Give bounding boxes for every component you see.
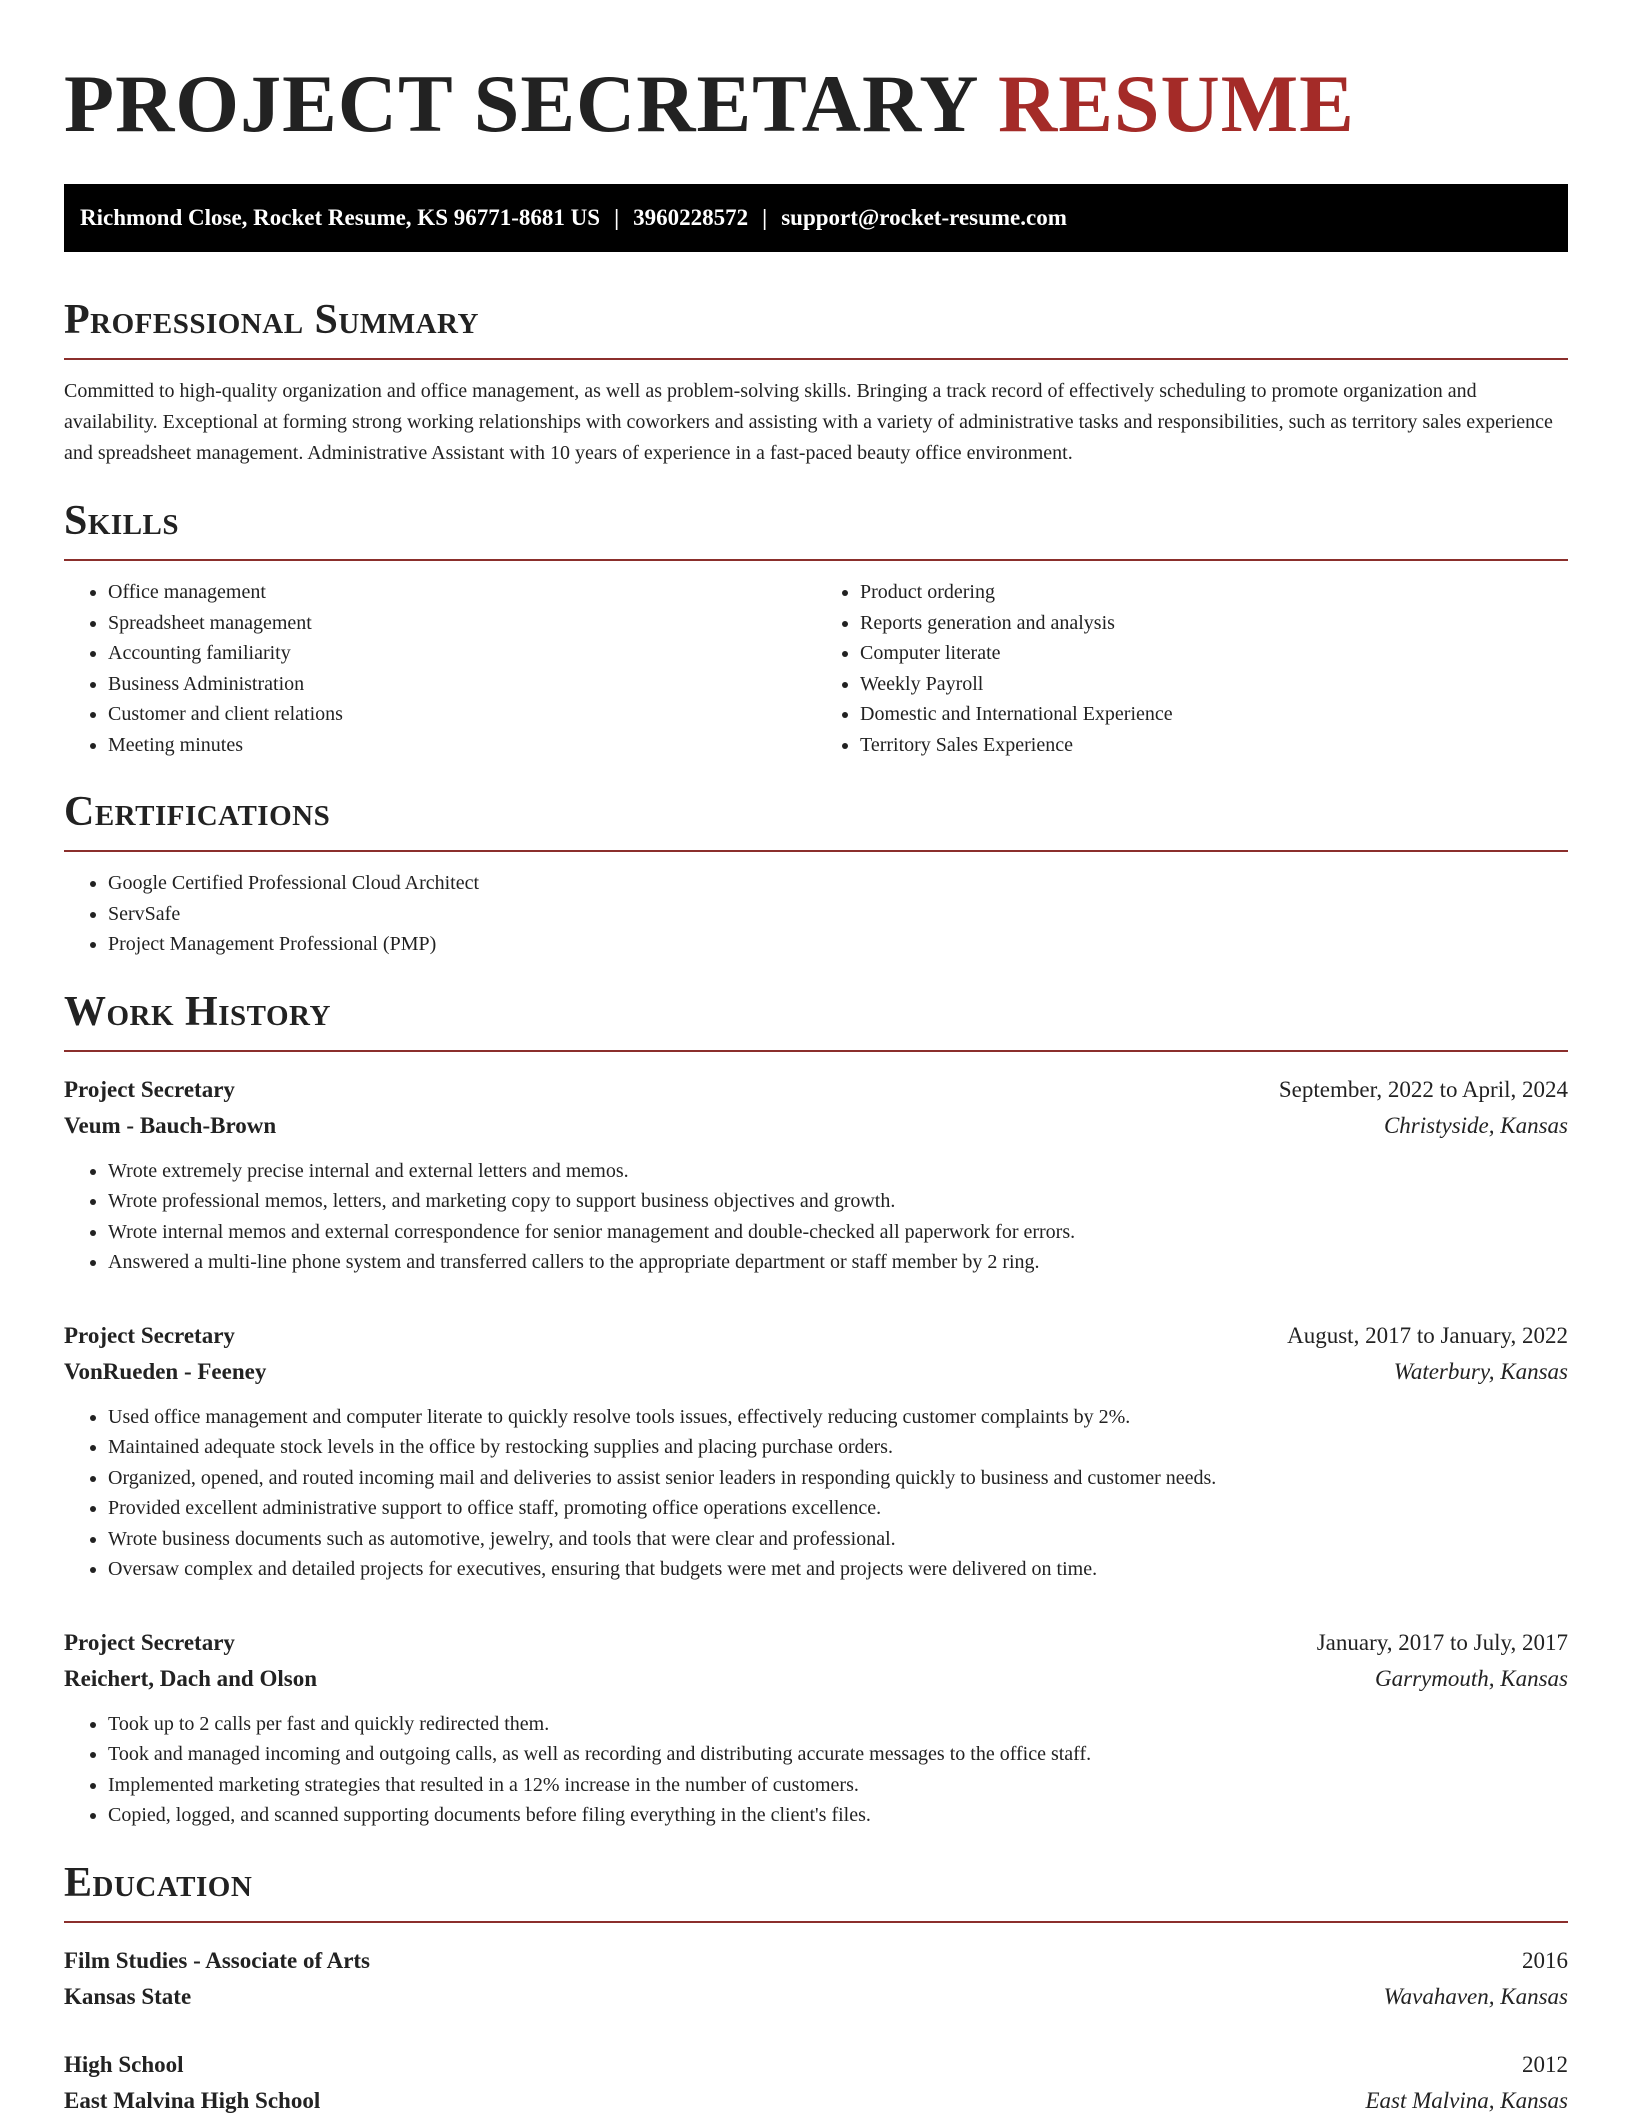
job-company: VonRueden - Feeney [64, 1358, 267, 1384]
section-divider [64, 1921, 1568, 1923]
job-company-row [64, 1661, 1568, 1697]
job-bullet: • Wrote extremely precise internal and external letters and memos. [108, 1156, 1568, 1187]
job-bullets [64, 1156, 1568, 1278]
education-degree: High School [64, 2051, 184, 2077]
summary-section [64, 296, 1568, 469]
job-dates: August, 2017 to January, 2022 [1287, 1322, 1568, 1348]
contact-phone: 3960228572 [633, 205, 749, 230]
education-school: Kansas State [64, 1983, 192, 2009]
title-main: PROJECT SECRETARY [64, 58, 977, 149]
contact-email[interactable]: support@rocket-resume.com [781, 205, 1067, 230]
contact-bar [64, 184, 1568, 252]
education-header-row [64, 2047, 1568, 2083]
skills-section [64, 497, 1568, 760]
job-bullet: • Used office management and computer literate to quickly resolve tools issues, effectively reducing customer complaints by 2%. [108, 1402, 1568, 1433]
contact-separator: | [614, 205, 620, 230]
job-dates: January, 2017 to July, 2017 [1316, 1629, 1568, 1655]
job-header-row [64, 1625, 1568, 1661]
job-company: Veum - Bauch-Brown [64, 1112, 277, 1138]
skills-grid [64, 561, 1568, 760]
education-school-row [64, 1979, 1568, 2015]
education-header-row [64, 1943, 1568, 1979]
skill-item: • Office management [108, 577, 816, 608]
job-bullet: • Wrote internal memos and external correspondence for senior management and double-checked all paperwork for errors. [108, 1217, 1568, 1248]
skill-item: • Domestic and International Experience [860, 699, 1568, 730]
summary-heading: Professional Summary [64, 297, 479, 343]
job-header-row [64, 1318, 1568, 1354]
job-location: Garrymouth, Kansas [1375, 1665, 1568, 1691]
education-school: East Malvina High School [64, 2087, 321, 2113]
certification-item: • ServSafe [108, 899, 1568, 930]
job-dates: September, 2022 to April, 2024 [1278, 1076, 1568, 1102]
contact-address: Richmond Close, Rocket Resume, KS 96771-8681 US [80, 205, 601, 230]
skill-item: • Territory Sales Experience [860, 730, 1568, 761]
job-bullet: • Copied, logged, and scanned supporting documents before filing everything in the client's files. [108, 1800, 1568, 1831]
summary-text: Committed to high-quality organization and office management, as well as problem-solving skills. Bringing a track record of effectively scheduling to promote organization and availability. Exceptional at forming strong working relationships with coworkers and assisting with a variety of administrative tasks and responsibilities, such as territory sales experience and spreadsheet management. Administrative Assistant with 10 years of experience in a fast-paced beauty office environment. [64, 380, 1553, 464]
job-title: Project Secretary [64, 1076, 235, 1102]
job-entry [64, 1072, 1568, 1278]
section-divider [64, 1050, 1568, 1052]
job-bullet: • Answered a multi-line phone system and transferred callers to the appropriate department or staff member by 2 ring. [108, 1247, 1568, 1278]
job-bullet: • Oversaw complex and detailed projects for executives, ensuring that budgets were met and projects were delivered on time. [108, 1554, 1568, 1585]
education-entry [64, 1943, 1568, 2015]
skill-item: • Business Administration [108, 669, 816, 700]
certifications-heading: Certifications [64, 789, 331, 835]
skills-list-left [64, 577, 816, 760]
education-year: 2016 [1522, 1947, 1568, 1973]
skill-item: • Reports generation and analysis [860, 608, 1568, 639]
job-bullets [64, 1709, 1568, 1831]
work-history-section [64, 988, 1568, 1831]
certifications-list [64, 868, 1568, 960]
contact-separator: | [762, 205, 768, 230]
job-bullet: • Took and managed incoming and outgoing calls, as well as recording and distributing accurate messages to the office staff. [108, 1739, 1568, 1770]
job-location: Christyside, Kansas [1383, 1112, 1568, 1138]
education-heading: Education [64, 1859, 253, 1906]
job-header-row [64, 1072, 1568, 1108]
certifications-section [64, 788, 1568, 960]
skill-item: • Product ordering [860, 577, 1568, 608]
job-bullet: • Maintained adequate stock levels in the office by restocking supplies and placing purchase orders. [108, 1432, 1568, 1463]
skills-list-right [816, 577, 1568, 760]
job-company: Reichert, Dach and Olson [64, 1665, 317, 1691]
resume-title [64, 0, 1568, 150]
job-company-row [64, 1354, 1568, 1390]
skill-item: • Meeting minutes [108, 730, 816, 761]
job-entry [64, 1625, 1568, 1831]
section-divider [64, 850, 1568, 852]
education-location: East Malvina, Kansas [1365, 2087, 1568, 2113]
education-year: 2012 [1522, 2051, 1568, 2077]
education-entry [64, 2047, 1568, 2119]
education-location: Wavahaven, Kansas [1383, 1983, 1568, 2009]
job-bullet: • Wrote professional memos, letters, and marketing copy to support business objectives and growth. [108, 1186, 1568, 1217]
title-accent: RESUME [997, 58, 1355, 149]
job-location: Waterbury, Kansas [1393, 1358, 1568, 1384]
skill-item: • Spreadsheet management [108, 608, 816, 639]
certification-item: • Google Certified Professional Cloud Architect [108, 868, 1568, 899]
skill-item: • Computer literate [860, 638, 1568, 669]
job-bullet: • Implemented marketing strategies that resulted in a 12% increase in the number of customers. [108, 1770, 1568, 1801]
skills-heading: Skills [64, 498, 180, 544]
job-bullets [64, 1402, 1568, 1585]
work-history-heading: Work History [64, 988, 331, 1035]
skill-item: • Accounting familiarity [108, 638, 816, 669]
education-degree: Film Studies - Associate of Arts [64, 1947, 371, 1973]
job-bullet: • Provided excellent administrative support to office staff, promoting office operations excellence. [108, 1493, 1568, 1524]
education-section [64, 1859, 1568, 2119]
section-divider [64, 358, 1568, 360]
job-entry [64, 1318, 1568, 1585]
job-bullet: • Wrote business documents such as automotive, jewelry, and tools that were clear and professional. [108, 1524, 1568, 1555]
certification-item: • Project Management Professional (PMP) [108, 929, 1568, 960]
job-bullet: • Took up to 2 calls per fast and quickly redirected them. [108, 1709, 1568, 1740]
job-bullet: • Organized, opened, and routed incoming mail and deliveries to assist senior leaders in responding quickly to business and customer needs. [108, 1463, 1568, 1494]
skill-item: • Weekly Payroll [860, 669, 1568, 700]
skill-item: • Customer and client relations [108, 699, 816, 730]
job-title: Project Secretary [64, 1322, 235, 1348]
job-company-row [64, 1108, 1568, 1144]
job-title: Project Secretary [64, 1629, 235, 1655]
education-school-row [64, 2083, 1568, 2119]
